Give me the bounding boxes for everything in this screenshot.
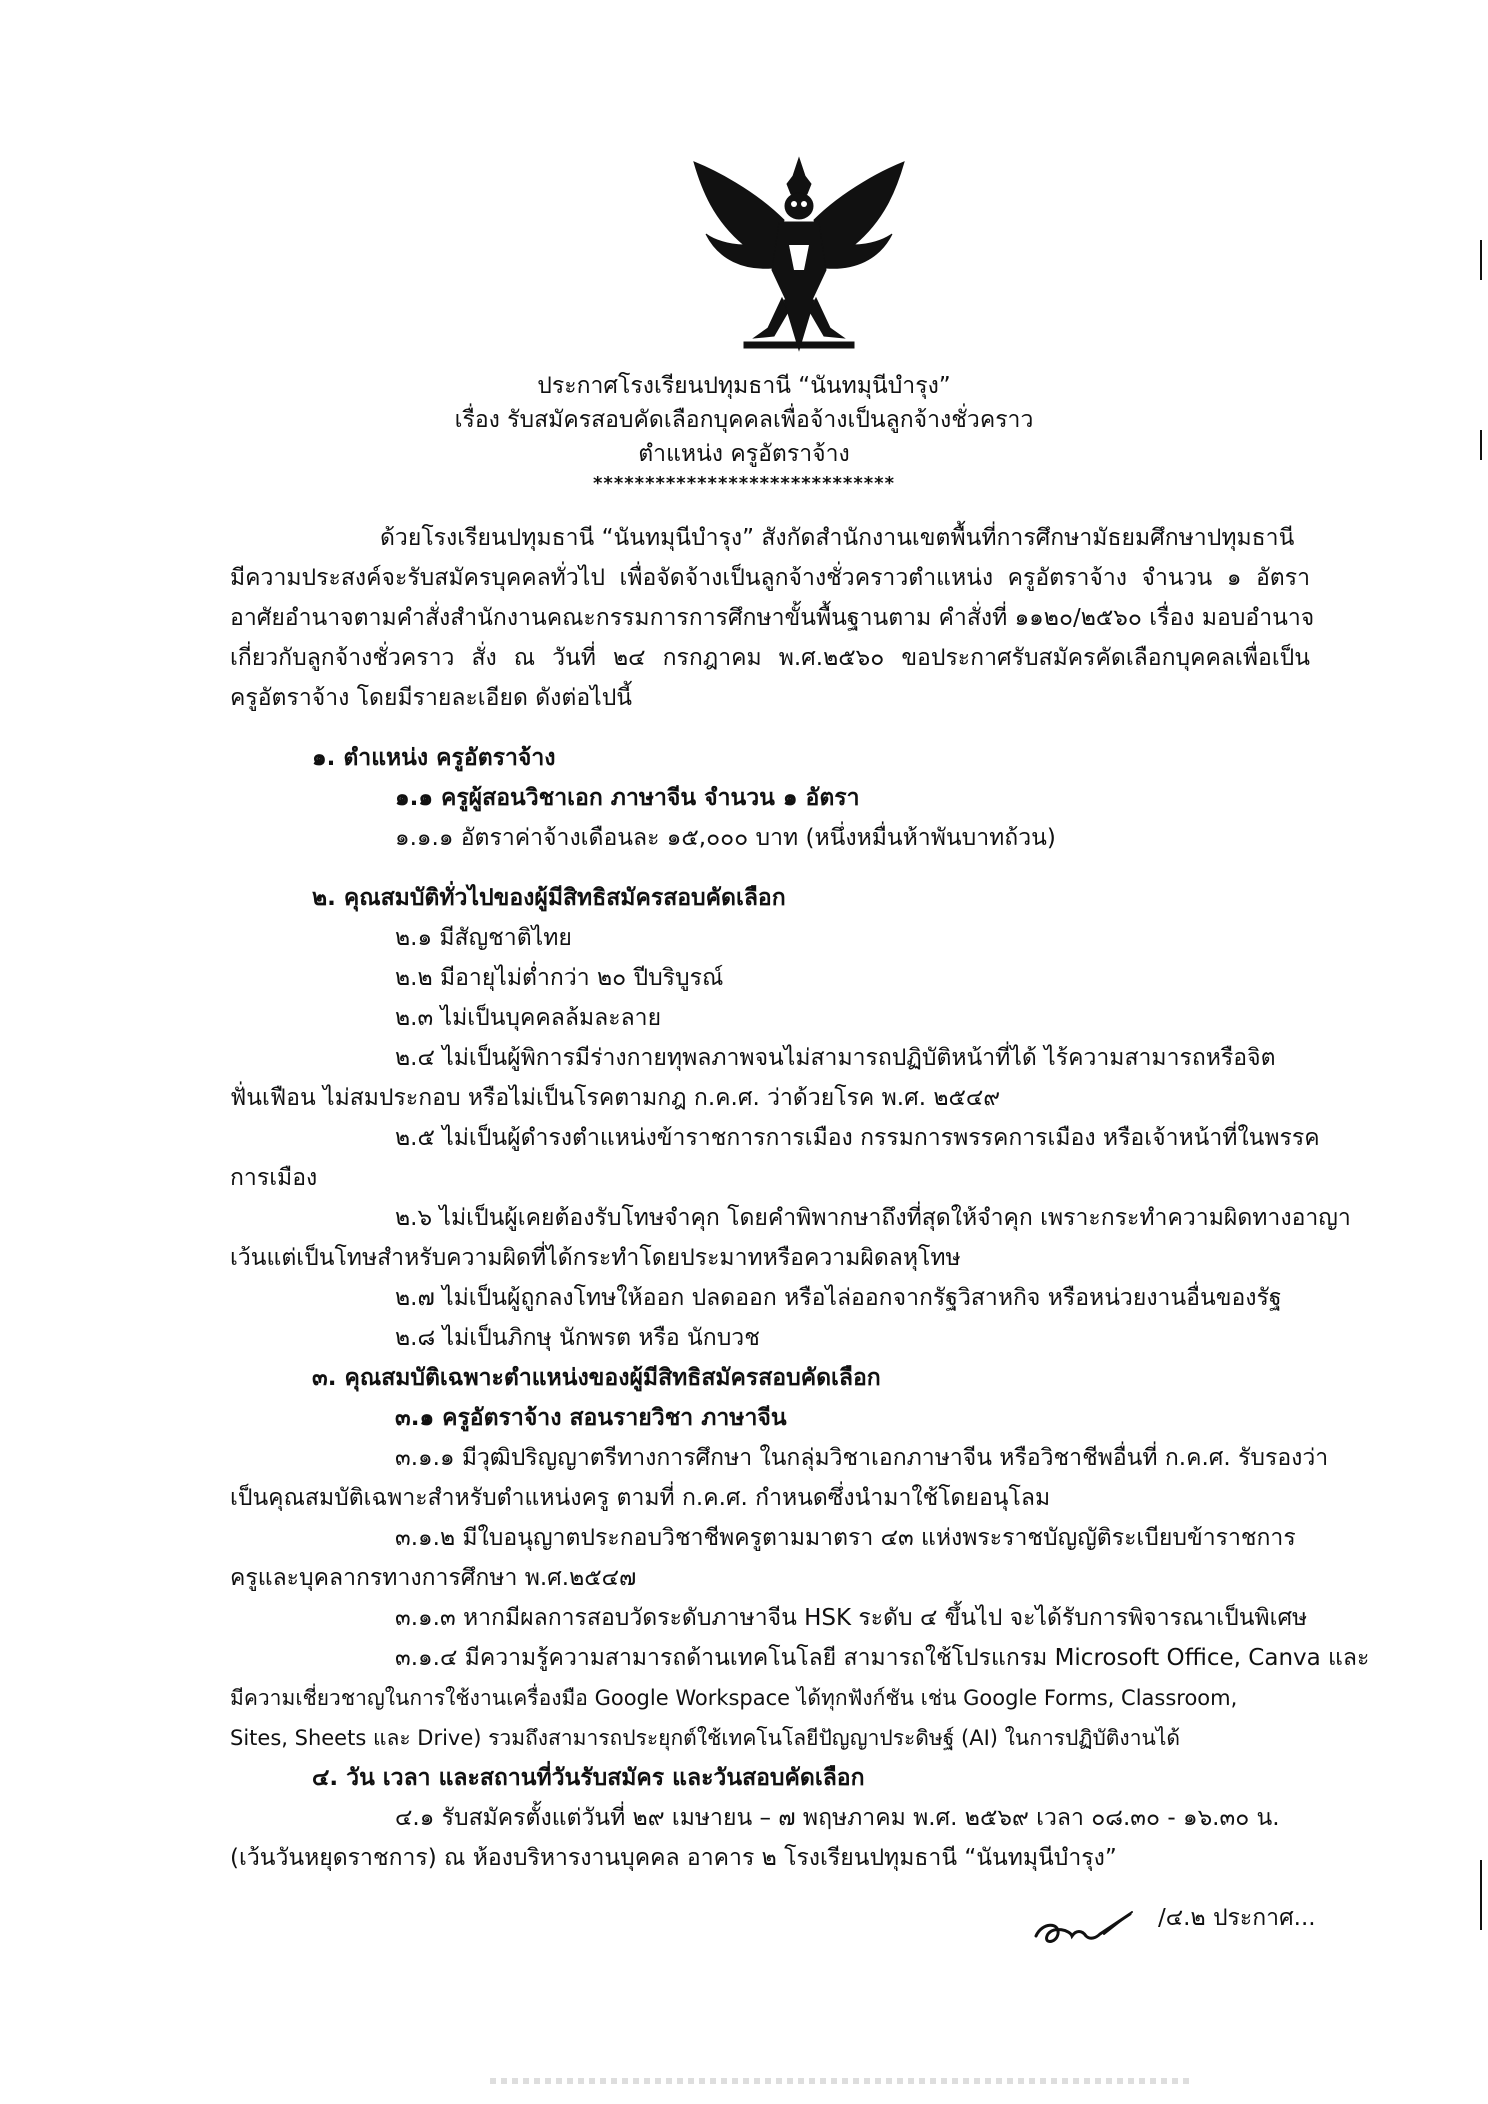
intro-line: ครูอัตราจ้าง โดยมีรายละเอียด ดังต่อไปนี้	[230, 685, 633, 711]
scan-edge-mark	[1480, 1860, 1482, 1930]
section-heading: ๑. ตำแหน่ง ครูอัตราจ้าง	[312, 745, 556, 771]
intro-line: ด้วยโรงเรียนปทุมธานี “นันทมุนีบำรุง” สังกัดสำนักงานเขตพื้นที่การศึกษามัธยมศึกษาปทุมธานี	[380, 525, 1295, 551]
scan-edge-mark	[1480, 240, 1482, 280]
section-heading: ๓. คุณสมบัติเฉพาะตำแหน่งของผู้มีสิทธิสมัครสอบคัดเลือก	[312, 1365, 881, 1391]
list-item: ๓.๑.๔ มีความรู้ความสามารถด้านเทคโนโลยี สามารถใช้โปรแกรม Microsoft Office, Canva และ	[395, 1645, 1370, 1671]
garuda-emblem-icon	[684, 150, 914, 362]
scan-noise	[490, 2078, 1190, 2084]
announcement-title: ประกาศโรงเรียนปทุมธานี “นันทมุนีบำรุง”	[537, 373, 951, 399]
list-item: ๔.๑ รับสมัครตั้งแต่วันที่ ๒๙ เมษายน – ๗ พฤษภาคม พ.ศ. ๒๕๖๙ เวลา ๐๘.๓๐ - ๑๖.๓๐ น.	[395, 1805, 1280, 1831]
list-item: Sites, Sheets และ Drive) รวมถึงสามารถประยุกต์ใช้เทคโนโลยีปัญญาประดิษฐ์ (AI) ในการปฏิบัติงานได้	[230, 1726, 1181, 1750]
announcement-subject: เรื่อง รับสมัครสอบคัดเลือกบุคคลเพื่อจ้างเป็นลูกจ้างชั่วคราว	[454, 407, 1034, 433]
list-item: ๒.๑ มีสัญชาติไทย	[395, 925, 572, 951]
list-item: ครูและบุคลากรทางการศึกษา พ.ศ.๒๕๔๗	[230, 1565, 637, 1591]
subsection-heading: ๓.๑ ครูอัตราจ้าง สอนรายวิชา ภาษาจีน	[395, 1405, 787, 1431]
list-item: ฟั่นเฟือน ไม่สมประกอบ หรือไม่เป็นโรคตามกฎ ก.ค.ศ. ว่าด้วยโรค พ.ศ. ๒๕๔๙	[230, 1085, 1001, 1111]
title-separator: *****************************	[593, 473, 895, 494]
list-item: การเมือง	[230, 1165, 318, 1191]
section-heading: ๒. คุณสมบัติทั่วไปของผู้มีสิทธิสมัครสอบคัดเลือก	[312, 885, 786, 911]
list-item: ๓.๑.๒ มีใบอนุญาตประกอบวิชาชีพครูตามมาตรา ๔๓ แห่งพระราชบัญญัติระเบียบข้าราชการ	[395, 1525, 1296, 1551]
subsection-heading: ๑.๑ ครูผู้สอนวิชาเอก ภาษาจีน จำนวน ๑ อัตรา	[395, 785, 860, 811]
intro-line: อาศัยอำนาจตามคำสั่งสำนักงานคณะกรรมการการศึกษาขั้นพื้นฐานตาม คำสั่งที่ ๑๑๒๐/๒๕๖๐ เรื่อง มอบอำนาจ	[230, 605, 1315, 631]
list-item: ๑.๑.๑ อัตราค่าจ้างเดือนละ ๑๕,๐๐๐ บาท (หนึ่งหมื่นห้าพันบาทถ้วน)	[395, 825, 1056, 851]
list-item: มีความเชี่ยวชาญในการใช้งานเครื่องมือ Google Workspace ได้ทุกฟังก์ชัน เช่น Google Forms, Classroom,	[230, 1686, 1238, 1710]
list-item: ๓.๑.๓ หากมีผลการสอบวัดระดับภาษาจีน HSK ระดับ ๔ ขึ้นไป จะได้รับการพิจารณาเป็นพิเศษ	[395, 1605, 1308, 1631]
list-item: ๒.๔ ไม่เป็นผู้พิการมีร่างกายทุพลภาพจนไม่สามารถปฏิบัติหน้าที่ได้ ไร้ความสามารถหรือจิต	[395, 1045, 1276, 1071]
list-item: ๒.๒ มีอายุไม่ต่ำกว่า ๒๐ ปีบริบูรณ์	[395, 965, 724, 991]
list-item: เว้นแต่เป็นโทษสำหรับความผิดที่ได้กระทำโดยประมาทหรือความผิดลหุโทษ	[230, 1245, 961, 1271]
intro-line: เกี่ยวกับลูกจ้างชั่วคราว สั่ง ณ วันที่ ๒๔ กรกฎาคม พ.ศ.๒๕๖๐ ขอประกาศรับสมัครคัดเลือกบุคคลเพื่อเป็น	[230, 645, 1310, 671]
list-item: ๒.๓ ไม่เป็นบุคคลล้มละลาย	[395, 1005, 662, 1031]
continuation-marker: /๔.๒ ประกาศ...	[1158, 1905, 1316, 1931]
list-item: ๒.๗ ไม่เป็นผู้ถูกลงโทษให้ออก ปลดออก หรือไล่ออกจากรัฐวิสาหกิจ หรือหน่วยงานอื่นของรัฐ	[395, 1285, 1282, 1311]
announcement-position: ตำแหน่ง ครูอัตราจ้าง	[638, 441, 850, 467]
list-item: ๒.๕ ไม่เป็นผู้ดำรงตำแหน่งข้าราชการการเมือง กรรมการพรรคการเมือง หรือเจ้าหน้าที่ในพรรค	[395, 1125, 1320, 1151]
scan-edge-mark	[1480, 430, 1482, 460]
list-item: ๒.๘ ไม่เป็นภิกษุ นักพรต หรือ นักบวช	[395, 1325, 760, 1351]
list-item: (เว้นวันหยุดราชการ) ณ ห้องบริหารงานบุคคล อาคาร ๒ โรงเรียนปทุมธานี “นันทมุนีบำรุง”	[230, 1845, 1117, 1871]
list-item: เป็นคุณสมบัติเฉพาะสำหรับตำแหน่งครู ตามที่ ก.ค.ศ. กำหนดซึ่งนำมาใช้โดยอนุโลม	[230, 1485, 1051, 1511]
section-heading: ๔. วัน เวลา และสถานที่วันรับสมัคร และวันสอบคัดเลือก	[312, 1765, 865, 1791]
signature-mark	[1030, 1900, 1160, 1960]
intro-line: มีความประสงค์จะรับสมัครบุคคลทั่วไป เพื่อจัดจ้างเป็นลูกจ้างชั่วคราวตำแหน่ง ครูอัตราจ้าง จำนวน ๑ อัตรา	[230, 565, 1310, 591]
list-item: ๓.๑.๑ มีวุฒิปริญญาตรีทางการศึกษา ในกลุ่มวิชาเอกภาษาจีน หรือวิชาชีพอื่นที่ ก.ค.ศ. รับรองว่า	[395, 1445, 1329, 1471]
list-item: ๒.๖ ไม่เป็นผู้เคยต้องรับโทษจำคุก โดยคำพิพากษาถึงที่สุดให้จำคุก เพราะกระทำความผิดทางอาญา	[395, 1205, 1351, 1231]
